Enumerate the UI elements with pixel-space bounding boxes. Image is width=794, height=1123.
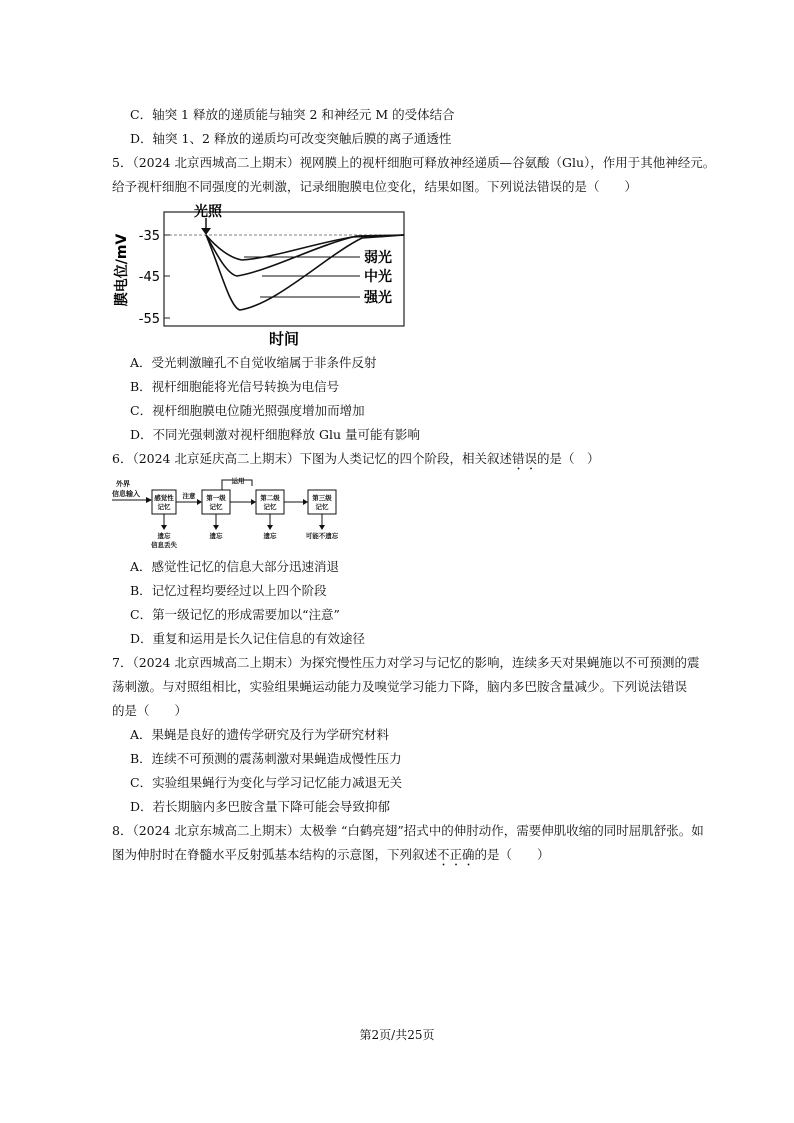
- stimulus-label: 光照: [194, 204, 222, 220]
- q7-stem-line2: 荡刺激。与对照组相比，实验组果蝇运动能力及嗅觉学习能力下降，脑内多巴胺含量减少。下列说法错误: [112, 679, 688, 694]
- q5-option-b: B．视杆细胞能将光信号转换为电信号: [130, 379, 340, 394]
- q8-stem-line2: 图为伸肘时在脊髓水平反射弧基本结构的示意图，下列叙述不正确的是（ ）: [112, 847, 550, 862]
- q5-stem-line1: 5．（2024 北京西城高二上期末）视网膜上的视杆细胞可释放神经递质—谷氨酸（Glu），作用于其他神经元。: [112, 155, 716, 170]
- out1-l2: 信息丢失: [151, 541, 177, 549]
- out2-label: 遗忘: [209, 532, 223, 540]
- q4-option-c: C．轴突 1 释放的递质能与轴突 2 和神经元 M 的受体结合: [130, 107, 455, 122]
- q6-option-a: A．感觉性记忆的信息大部分迅速消退: [130, 559, 340, 574]
- q5-stem-line2: 给予视杆细胞不同强度的光刺激，记录细胞膜电位变化，结果如图。下列说法错误的是（ ）: [112, 179, 638, 194]
- y-axis-label: 膜电位/mV: [114, 233, 130, 307]
- q6-stem: 6．（2024 北京延庆高二上期末）下图为人类记忆的四个阶段，相关叙述错误的是（ ）: [112, 451, 600, 466]
- stage-first-l2: 记忆: [209, 503, 223, 511]
- q5-option-d: D．不同光强刺激对视杆细胞释放 Glu 量可能有影响: [130, 427, 421, 442]
- legend-strong: 强光: [364, 290, 392, 306]
- q6-option-c: C．第一级记忆的形成需要加以“注意”: [130, 607, 340, 622]
- stage-sensory-l2: 记忆: [157, 503, 171, 511]
- q7-option-c: C．实验组果蝇行为变化与学习记忆能力减退无关: [130, 775, 403, 790]
- page-footer: 第2页/共25页: [359, 1028, 435, 1042]
- out4-label: 可能不遗忘: [305, 532, 339, 540]
- attention-label: 注意: [182, 492, 196, 500]
- q8-emphasis: 不正确: [437, 847, 475, 862]
- stage-second-l2: 记忆: [263, 503, 277, 511]
- membrane-potential-chart: [112, 200, 412, 348]
- stage-first-l1: 第一级: [206, 494, 226, 502]
- stimulus-arrowhead: [201, 228, 211, 235]
- q6-emphasis: 错误: [512, 451, 538, 466]
- stage-second-l1: 第二级: [260, 494, 280, 502]
- input-label-2: 信息输入: [112, 490, 140, 498]
- legend-medium: 中光: [364, 269, 392, 285]
- q7-stem-line3: 的是（ ）: [112, 703, 188, 718]
- ytick-45: -45: [138, 270, 160, 285]
- q4-option-d: D．轴突 1、2 释放的递质均可改变突触后膜的离子通透性: [130, 131, 452, 146]
- stage-third-l2: 记忆: [315, 503, 329, 511]
- q7-option-a: A．果蝇是良好的遗传学研究及行为学研究材料: [130, 727, 390, 742]
- out3-label: 遗忘: [263, 532, 277, 540]
- q5-option-c: C．视杆细胞膜电位随光照强度增加而增加: [130, 403, 365, 418]
- memory-stages-diagram: [112, 474, 352, 554]
- q7-stem-line1: 7．（2024 北京西城高二上期末）为探究慢性压力对学习与记忆的影响，连续多天对果蝇施以不可预测的震: [112, 655, 700, 670]
- q7-option-b: B．连续不可预测的震荡刺激对果蝇造成慢性压力: [130, 751, 402, 766]
- q5-option-a: A．受光刺激瞳孔不自觉收缩属于非条件反射: [130, 355, 377, 370]
- out1-l1: 遗忘: [157, 532, 171, 540]
- input-label-1: 外界: [116, 480, 130, 488]
- ytick-35: -35: [138, 229, 160, 244]
- q6-option-d: D．重复和运用是长久记住信息的有效途径: [130, 631, 366, 646]
- stage-third-l1: 第三级: [312, 494, 332, 502]
- q7-option-d: D．若长期脑内多巴胺含量下降可能会导致抑郁: [130, 799, 391, 814]
- x-axis-label: 时间: [268, 330, 300, 348]
- ytick-55: -55: [138, 312, 160, 327]
- legend-weak: 弱光: [364, 250, 392, 266]
- q8-stem-line1: 8．（2024 北京东城高二上期末）太极拳 “白鹤亮翅”招式中的伸肘动作，需要伸肌收缩的同时屈肌舒张。如: [112, 823, 704, 838]
- q6-option-b: B．记忆过程均要经过以上四个阶段: [130, 583, 327, 598]
- stage-sensory-l1: 感觉性: [154, 494, 174, 502]
- use-label: 运用: [231, 477, 245, 485]
